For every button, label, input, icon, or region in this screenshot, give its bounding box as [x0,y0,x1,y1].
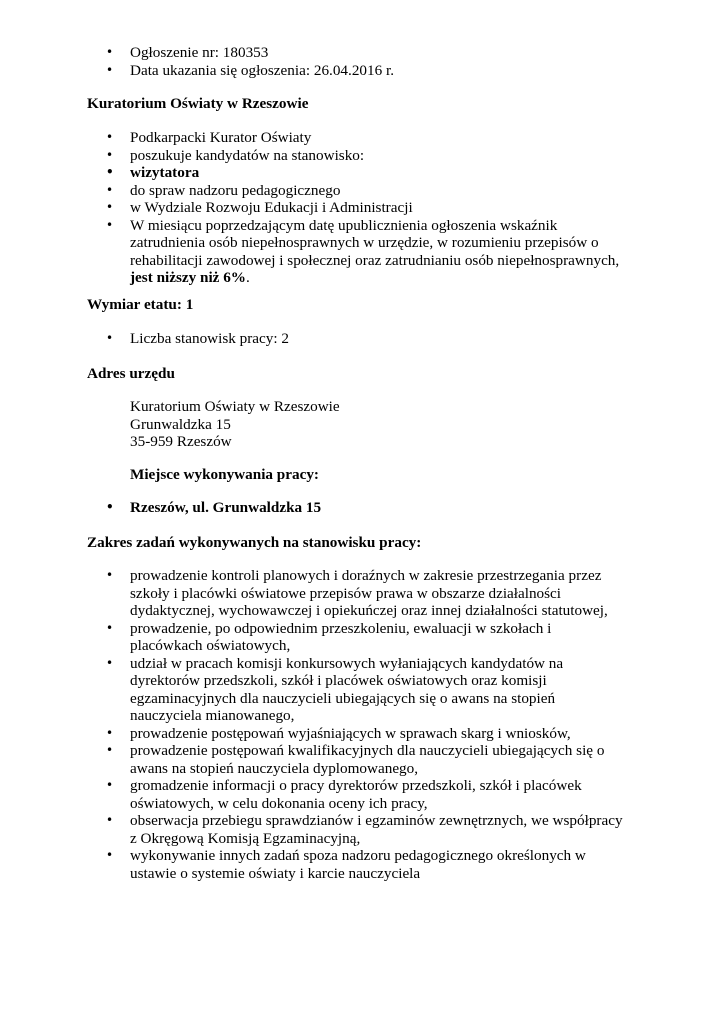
office-heading: Kuratorium Oświaty w Rzeszowie [87,95,309,112]
duty-item: • wykonywanie innych zadań spoza nadzoru pedagogicznego określonych w ustawie o systemie oświaty i karcie nauczyciela [87,847,627,882]
announcement-date: • Data ukazania się ogłoszenia: 26.04.2016 r. [87,62,627,80]
duty-item: • prowadzenie postępowań wyjaśniających w sprawach skarg i wniosków, [87,725,627,743]
announcement-number: • Ogłoszenie nr: 180353 [87,44,627,62]
position-item: • w Wydziale Rozwoju Edukacji i Administracji [87,199,627,217]
address-heading: Adres urzędu [87,365,175,382]
address-line: Grunwaldzka 15 [130,415,231,433]
duty-item: • prowadzenie kontroli planowych i doraźnych w zakresie przestrzegania przez szkoły i placówki oświatowe przepisów prawa w obszarze działalności dydaktycznej, wychowawczej i opiekuńczej oraz innej działalności statutowej, [87,567,627,620]
workplace-list [87,499,627,517]
duty-item: • prowadzenie postępowań kwalifikacyjnych dla nauczycieli ubiegających się o awans na stopień nauczyciela dyplomowanego, [87,742,627,777]
workplace-location: • Rzeszów, ul. Grunwaldzka 15 [87,499,627,517]
position-item: • Podkarpacki Kurator Oświaty [87,129,627,147]
positions-count-list [87,330,627,348]
header-info-list [87,44,627,79]
position-title: • wizytatora [87,164,627,182]
positions-count: • Liczba stanowisk pracy: 2 [87,330,627,348]
workplace-heading: Miejsce wykonywania pracy: [130,466,319,483]
duties-list [87,567,627,882]
position-item: • poszukuje kandydatów na stanowisko: [87,147,627,165]
workload-heading: Wymiar etatu: 1 [87,296,194,313]
address-line: Kuratorium Oświaty w Rzeszowie [130,398,340,415]
employment-end: . [246,269,250,286]
position-list [87,129,627,287]
address-line: 35-959 Rzeszów [130,433,232,450]
employment-bold: jest niższy niż 6% [130,269,246,286]
position-item: • do spraw nadzoru pedagogicznego [87,182,627,200]
employment-indicator [87,217,627,287]
duty-item: • gromadzenie informacji o pracy dyrektorów przedszkoli, szkół i placówek oświatowych, w celu dokonania oceny ich pracy, [87,777,627,812]
duties-heading: Zakres zadań wykonywanych na stanowisku pracy: [87,534,422,551]
duty-item: • prowadzenie, po odpowiednim przeszkoleniu, ewaluacji w szkołach i placówkach oświatowych, [87,620,627,655]
office-address [130,398,340,451]
employment-text: W miesiącu poprzedzającym datę upublicznienia ogłoszenia wskaźnik zatrudnienia osób niepełnosprawnych w urzędzie, w rozumieniu przepisów o rehabilitacji zawodowej i społecznej oraz zatrudnianiu osób niepełnosprawnych, [130,216,620,269]
duty-item: • obserwacja przebiegu sprawdzianów i egzaminów zewnętrznych, we współpracy z Okręgową Komisją Egzaminacyjną, [87,812,627,847]
duty-item: • udział w pracach komisji konkursowych wyłaniających kandydatów na dyrektorów przedszkoli, szkół i placówek oświatowych oraz komisji egzaminacyjnych dla nauczycieli ubiegających się o awans na stopień nauczyciela mianowanego, [87,655,627,725]
